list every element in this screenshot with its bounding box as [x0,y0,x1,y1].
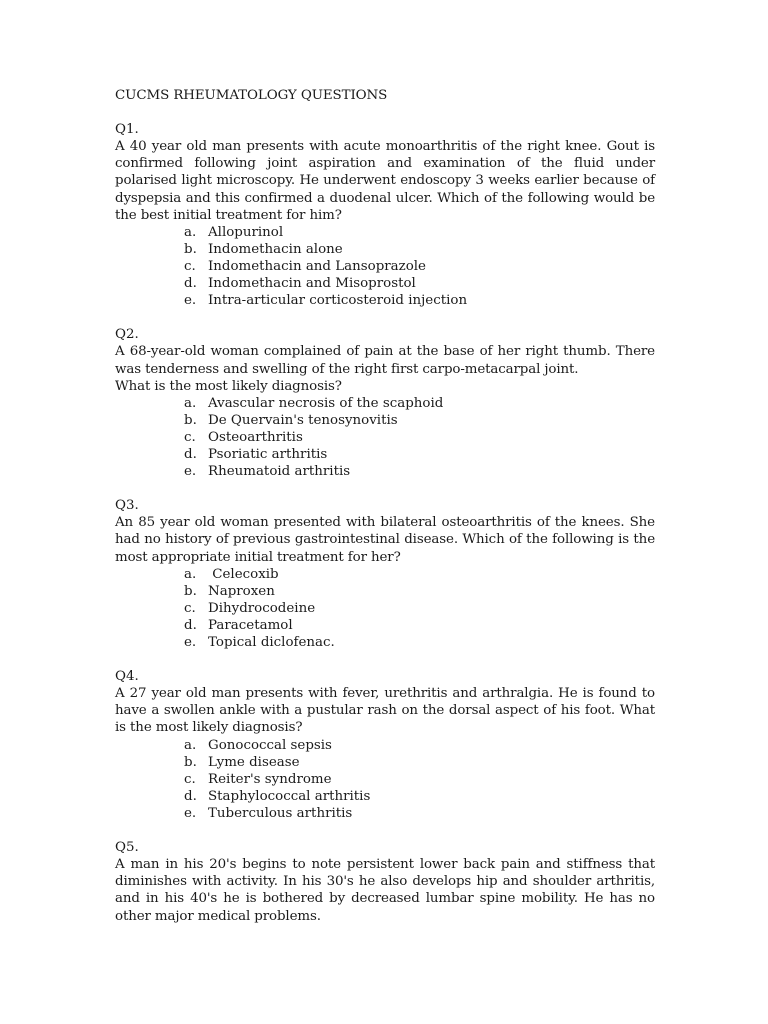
answer-options [115,224,655,309]
answer-option [115,275,655,292]
answer-option [115,566,655,583]
option-letter: d. [184,446,197,462]
option-text: Dihydrocodeine [208,600,316,616]
question-5 [115,839,655,924]
answer-option [115,446,655,463]
answer-option [115,395,655,412]
option-letter: e. [184,805,197,821]
answer-option [115,600,655,617]
answer-option [115,754,655,771]
question-label: Q5. [115,840,139,856]
option-letter: b. [184,583,197,599]
answer-options [115,395,655,480]
option-letter: a. [184,737,197,753]
option-text: Rheumatoid arthritis [208,464,351,480]
option-letter: c. [184,600,196,616]
answer-option [115,583,655,600]
option-letter: c. [184,429,196,445]
option-letter: a. [184,224,197,240]
question-stem: A 68-year-old woman complained of pain at the base of her right thumb. There was tenderness and swelling of the right first carpo-metacarpal joint. [115,344,655,377]
option-text: Gonococcal sepsis [208,737,332,753]
question-label: Q1. [115,122,139,138]
option-text: Reiter's syndrome [208,771,332,787]
document-page [115,87,655,925]
answer-options [115,566,655,651]
option-text: Celecoxib [208,566,279,582]
option-letter: a. [184,395,197,411]
option-letter: d. [184,788,197,804]
option-text: Allopurinol [208,224,284,240]
answer-option [115,429,655,446]
question-4 [115,668,655,822]
option-letter: b. [184,412,197,428]
option-text: Indomethacin and Lansoprazole [208,258,426,274]
question-2 [115,326,655,480]
option-letter: c. [184,771,196,787]
option-letter: d. [184,617,197,633]
option-text: Avascular necrosis of the scaphoid [208,395,444,411]
option-letter: a. [184,566,197,582]
question-3 [115,497,655,651]
option-text: Indomethacin alone [208,241,343,257]
option-text: Staphylococcal arthritis [208,788,371,804]
option-letter: b. [184,241,197,257]
option-letter: e. [184,293,197,309]
option-text: Naproxen [208,583,275,599]
answer-options [115,737,655,822]
option-letter: e. [184,464,197,480]
answer-option [115,805,655,822]
answer-option [115,463,655,480]
option-letter: d. [184,276,197,292]
option-text: Topical diclofenac. [208,635,335,650]
option-text: Indomethacin and Misoprostol [208,276,416,292]
option-text: Paracetamol [208,617,293,633]
answer-option [115,258,655,275]
option-text: Psoriatic arthritis [208,446,328,462]
option-text: Osteoarthritis [208,429,303,445]
answer-option [115,241,655,258]
option-text: Intra-articular corticosteroid injection [208,293,468,309]
option-letter: e. [184,635,197,650]
option-text: Lyme disease [208,754,300,770]
answer-option [115,771,655,788]
answer-option [115,634,655,651]
option-letter: c. [184,258,196,274]
option-text: De Quervain's tenosynovitis [208,412,398,428]
answer-option [115,412,655,429]
question-1 [115,121,655,309]
answer-option [115,737,655,754]
question-stem-prompt: What is the most likely diagnosis? [115,378,342,394]
question-stem: A man in his 20's begins to note persistent lower back pain and stiffness that diminishes with activity. In his 30's he also develops hip and shoulder arthritis, and in his 40's he is bothered by decreased lumbar spine mobility. He has no other major medical problems. [115,857,655,924]
answer-option [115,224,655,241]
question-label: Q2. [115,327,139,343]
answer-option [115,617,655,634]
answer-option [115,788,655,805]
document-title: CUCMS RHEUMATOLOGY QUESTIONS [115,88,388,103]
question-stem: A 40 year old man presents with acute monoarthritis of the right knee. Gout is confirmed following joint aspiration and examination of the fluid under polarised light microscopy. He underwent endoscopy 3 weeks earlier because of dyspepsia and this confirmed a duodenal ulcer. Which of the following would be the best initial treatment for him? [115,139,655,223]
question-stem: An 85 year old woman presented with bilateral osteoarthritis of the knees. She had no history of previous gastrointestinal disease. Which of the following is the most appropriate initial treatment for her? [115,515,655,565]
question-label: Q3. [115,498,139,514]
option-letter: b. [184,754,197,770]
question-label: Q4. [115,669,139,685]
answer-option [115,292,655,309]
option-text: Tuberculous arthritis [208,805,353,821]
question-stem: A 27 year old man presents with fever, urethritis and arthralgia. He is found to have a swollen ankle with a pustular rash on the dorsal aspect of his foot. What is the most likely diagnosis? [115,686,655,736]
